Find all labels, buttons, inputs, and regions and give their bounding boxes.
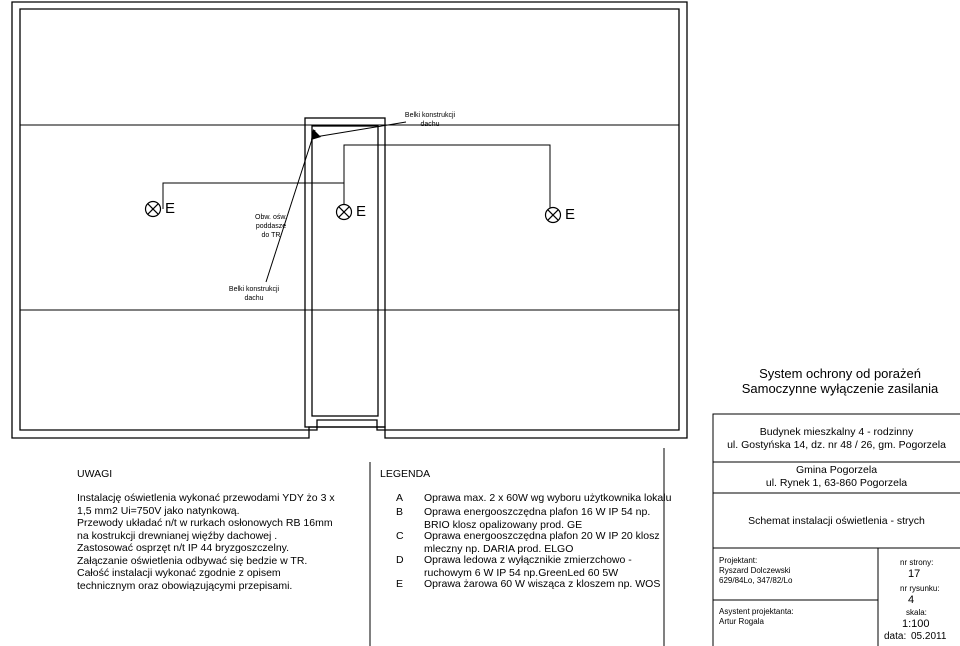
notes-line: na kostrukcji drewnianej więźby dachowej . [77,529,278,542]
notes-line: Instalację oświetlenia wykonać przewodami YDY żo 3 x [77,492,335,504]
notes-line: Całość instalacji wykonać zgodnie z opisem [77,567,281,579]
legend-heading: LEGENDA [380,468,431,480]
legend-desc-line: Oprawa max. 2 x 60W wg wyboru użytkownika lokalu [424,492,672,504]
label-circuit-line: Obw. ośw. [255,214,287,221]
legend-desc-line: mleczny np. DARIA prod. ELGO [424,542,574,555]
fixture-e-2-label: E [356,203,367,220]
label-beam-bottom-line: Belki konstrukcji [228,286,280,293]
legend-key-b: B [396,506,404,518]
notes-heading: UWAGI [77,468,113,480]
building-info-line: ul. Gostyńska 14, dz. nr 48 / 26, gm. Pogorzela [727,439,946,451]
scale-value: 1:100 [902,618,930,630]
legend-desc-d [424,554,632,579]
notes-line: technicznym oraz obowiązującymi przepisami. [77,579,293,592]
system-title-line: Samoczynne wyłączenie zasilania [741,381,939,396]
legend-desc-line: Oprawa energooszczędna plafon 16 W IP 54 np. [424,506,651,518]
fixture-e-3-symbol [546,208,561,223]
building-info-line: Budynek mieszkalny 4 - rodzinny [759,426,914,438]
system-title-line: System ochrony od porażeń [759,366,921,381]
inner-wall [20,9,679,430]
leader-beam-bottom [266,130,315,282]
date-value: 05.2011 [911,631,947,642]
designer-label: Projektant: [719,556,758,565]
assistant-name: Artur Rogala [719,617,764,626]
investor-info [713,464,960,490]
label-beam-bottom-line: dachu [244,295,264,302]
notes-line: 1,5 mm2 Ui=750V jako natynkową. [77,504,240,517]
fixture-e-2-symbol [337,205,352,220]
fixture-e-1-label: E [165,200,176,217]
notes-line: Zastosować osprzęt n/t IP 44 bryzgoszczelny. [77,542,290,554]
label-circuit-line: poddasze [255,223,287,230]
building-info [713,426,960,452]
legend-desc-b [424,506,650,531]
legend-desc-line: Oprawa ledowa z wyłącznikie zmierzchowo - [424,554,632,566]
designer-block [719,556,871,586]
leader-beam-top [315,122,406,137]
notes-line: Załączanie oświetlenia odbywać się bedzie w TR. [77,554,308,567]
investor-info-line: ul. Rynek 1, 63-860 Pogorzela [765,477,908,489]
sheet-value: 17 [908,568,921,580]
legend-desc-a [424,492,671,505]
fixture-e-3-label: E [565,206,576,223]
assistant-block [719,607,871,627]
label-beam-top [398,111,462,129]
outer-wall [12,2,687,438]
fixture-e-1-symbol [146,202,161,217]
notes-line: Przewody układać n/t w rurkach osłonowych RB 16mm [77,517,333,529]
label-circuit [248,213,294,240]
drawing-title: Schemat instalacji oświetlenia - strych [748,515,925,527]
legend-desc-line: Oprawa żarowa 60 W wisząca z kloszem np. WOS [424,578,661,590]
inner-wall-outline [12,2,687,438]
label-beam-top-line: dachu [420,121,440,128]
label-beam-top-line: Belki konstrukcji [404,112,456,119]
notes-body [77,492,335,592]
drawing-no-value: 4 [908,594,915,606]
legend-desc-line: Oprawa energooszczędna plafon 20 W IP 20 klosz [424,530,660,542]
system-title [720,366,960,396]
designer-license: 629/84Lo, 347/82/Lo [719,576,793,585]
designer-name: Ryszard Dolczewski [719,566,791,575]
label-beam-bottom [222,285,286,303]
legend-key-e: E [396,578,404,590]
wire-run [163,145,550,210]
investor-info-line: Gmina Pogorzela [795,464,878,476]
stair-shaft-inner [312,126,378,416]
legend-key-d: D [396,554,404,566]
assistant-label: Asystent projektanta: [719,607,794,616]
date-label: data: [884,631,907,642]
scale-label: skala: [906,608,927,617]
sheet-label: nr strony: [900,558,934,567]
legend-desc-c [424,530,660,555]
legend-key-c: C [396,530,404,542]
stair-shaft [305,118,385,427]
label-circuit-line: do TR [261,232,281,239]
drawing-no-label: nr rysunku: [900,584,940,593]
legend-desc-line: BRIO klosz opalizowany prod. GE [424,518,583,531]
legend-desc-e [424,578,660,591]
legend-key-a: A [396,492,404,504]
legend-desc-line: ruchowym 6 W IP 54 np.GreenLed 60 5W [424,566,619,579]
